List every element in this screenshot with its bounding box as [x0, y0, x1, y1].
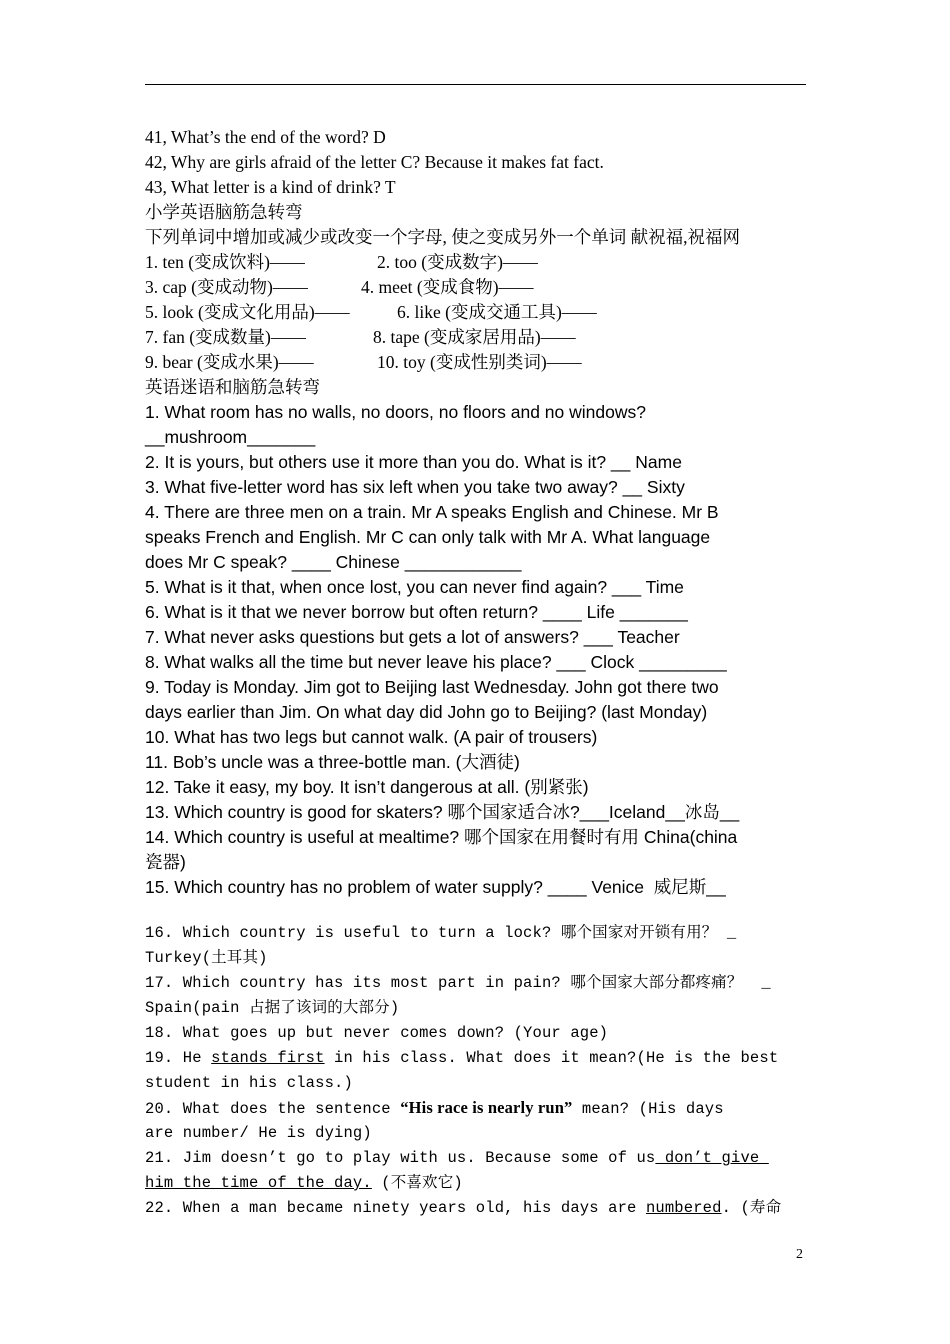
header-rule: [145, 84, 806, 85]
word-item-3: 3. cap (变成动物)——: [145, 277, 308, 297]
riddle-3: 3. What five-letter word has six left when you take two away? __ Sixty: [145, 477, 685, 497]
riddle-22: [145, 1196, 781, 1220]
riddle-16-line-2: Turkey(土耳其): [145, 949, 268, 967]
riddle-8: 8. What walks all the time but never leave his place? ___ Clock _________: [145, 652, 727, 672]
riddle-4-line-2: speaks French and English. Mr C can only talk with Mr A. What language: [145, 527, 711, 547]
word-pair-row-4: [145, 325, 576, 349]
word-item-8: 8. tape (变成家居用品)——: [373, 327, 576, 347]
word-item-9: 9. bear (变成水果)——: [145, 352, 314, 372]
riddle-21-underlined-phrase-1: don’t give: [655, 1149, 769, 1167]
riddle-20-prefix: 20. What does the sentence: [145, 1100, 401, 1118]
riddle-4-line-1: 4. There are three men on a train. Mr A speaks English and Chinese. Mr B: [145, 502, 719, 522]
word-pair-row-1: [145, 250, 538, 274]
riddle-19-line-1: [145, 1046, 778, 1070]
word-pair-row-3: [145, 300, 597, 324]
riddle-19-prefix: 19. He: [145, 1049, 212, 1067]
riddle-19-line-2: student in his class.): [145, 1074, 353, 1092]
riddle-43: 43, What letter is a kind of drink? T: [145, 177, 396, 197]
riddle-21-suffix: (不喜欢它): [371, 1174, 463, 1192]
riddle-22-underlined-word: numbered: [645, 1199, 722, 1217]
riddle-20-line-2: are number/ He is dying): [145, 1124, 372, 1142]
riddle-18: 18. What goes up but never comes down? (Your age): [145, 1024, 609, 1042]
riddle-2: 2. It is yours, but others use it more than you do. What is it? __ Name: [145, 452, 682, 472]
riddle-12: 12. Take it easy, my boy. It isn’t dangerous at all. (别紧张): [145, 777, 589, 797]
word-item-10: 10. toy (变成性别类词)——: [377, 352, 582, 372]
word-pair-row-2: [145, 275, 534, 299]
riddle-20-suffix: mean? (His days: [572, 1100, 724, 1118]
riddle-22-suffix: . (寿命: [721, 1199, 782, 1217]
riddle-9-line-2: days earlier than Jim. On what day did John go to Beijing? (last Monday): [145, 702, 708, 722]
riddle-20-line-1: [145, 1096, 724, 1120]
riddle-14-line-1: 14. Which country is useful at mealtime? 哪个国家在用餐时有用 China(china: [145, 827, 738, 847]
word-item-2: 2. too (变成数字)——: [377, 252, 538, 272]
word-item-5: 5. look (变成文化用品)——: [145, 302, 350, 322]
section-heading-riddles: 英语迷语和脑筋急转弯: [145, 377, 320, 397]
instruction-text: 下列单词中增加或减少或改变一个字母, 使之变成另外一个单词 献祝福,祝福网: [145, 227, 740, 247]
riddle-4-line-3: does Mr C speak? ____ Chinese ____________: [145, 552, 522, 572]
riddle-7: 7. What never asks questions but gets a lot of answers? ___ Teacher: [145, 627, 680, 647]
riddle-14-line-2: 瓷器): [145, 852, 186, 872]
page-number: 2: [796, 1247, 803, 1262]
word-item-4: 4. meet (变成食物)——: [361, 277, 534, 297]
riddle-1-question: 1. What room has no walls, no doors, no floors and no windows?: [145, 402, 646, 422]
riddle-10: 10. What has two legs but cannot walk. (A pair of trousers): [145, 727, 598, 747]
riddle-17-line-2: Spain(pain 占据了该词的大部分): [145, 999, 400, 1017]
word-pair-row-5: [145, 350, 582, 374]
word-item-7: 7. fan (变成数量)——: [145, 327, 306, 347]
riddle-21-line-1: [145, 1146, 769, 1170]
riddle-9-line-1: 9. Today is Monday. Jim got to Beijing last Wednesday. John got there two: [145, 677, 719, 697]
riddle-41: 41, What’s the end of the word? D: [145, 127, 386, 147]
riddle-19-underlined-phrase: stands first: [211, 1049, 325, 1067]
riddle-13: 13. Which country is good for skaters? 哪个国家适合冰?___Iceland__冰岛__: [145, 802, 740, 822]
riddle-22-prefix: 22. When a man became ninety years old, his days are: [145, 1199, 646, 1217]
riddle-5: 5. What is it that, when once lost, you can never find again? ___ Time: [145, 577, 684, 597]
riddle-1-answer: __mushroom_______: [145, 427, 316, 447]
word-item-1: 1. ten (变成饮料)——: [145, 252, 305, 272]
riddle-42: 42, Why are girls afraid of the letter C? Because it makes fat fact.: [145, 152, 604, 172]
section-heading-primary: 小学英语脑筋急转弯: [145, 202, 303, 222]
riddle-6: 6. What is it that we never borrow but often return? ____ Life _______: [145, 602, 688, 622]
riddle-21-line-2: [145, 1171, 463, 1195]
riddle-15: 15. Which country has no problem of water supply? ____ Venice 威尼斯__: [145, 877, 726, 897]
riddle-21-prefix: 21. Jim doesn’t go to play with us. Because some of us: [145, 1149, 656, 1167]
riddle-16-line-1: 16. Which country is useful to turn a lock? 哪个国家对开锁有用？ _: [145, 924, 737, 942]
riddle-19-suffix: in his class. What does it mean?(He is the best: [324, 1049, 779, 1067]
riddle-20-bold-quote: “His race is nearly run”: [400, 1098, 573, 1117]
riddle-11: 11. Bob’s uncle was a three-bottle man. (大酒徒): [145, 752, 520, 772]
riddle-21-underlined-phrase-2: him the time of the day.: [145, 1174, 372, 1192]
word-item-6: 6. like (变成交通工具)——: [397, 302, 597, 322]
riddle-17-line-1: 17. Which country has its most part in pain? 哪个国家大部分都疼痛？ _: [145, 974, 771, 992]
